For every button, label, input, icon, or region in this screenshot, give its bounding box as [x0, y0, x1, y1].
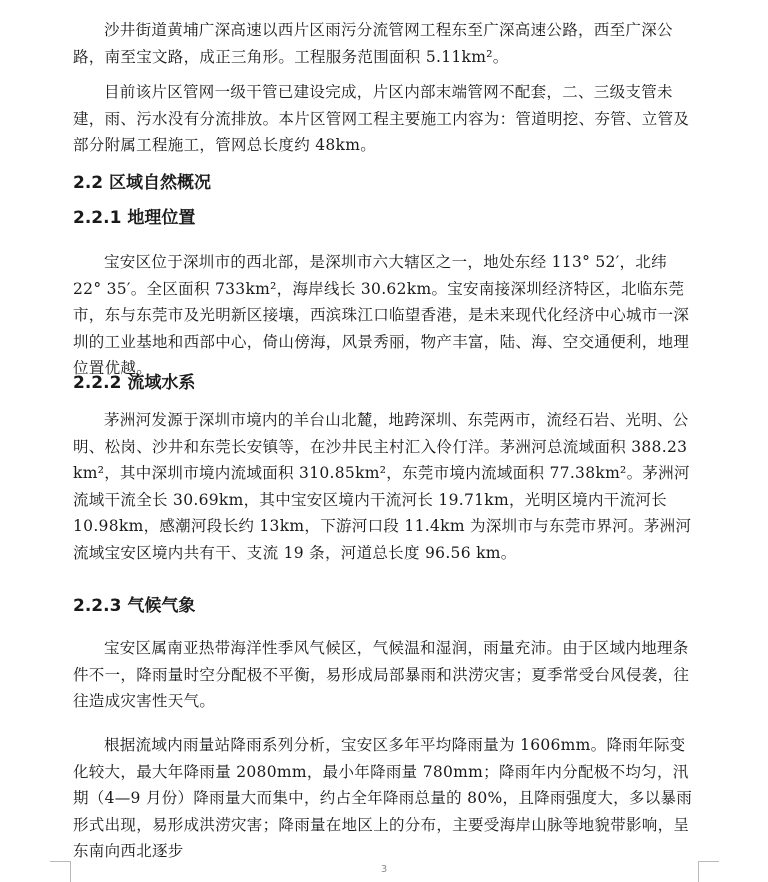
paragraph-climate: 宝安区属南亚热带海洋性季风气候区，气候温和湿润，雨量充沛。由于区域内地理条件不一，降雨量时空分配极不平衡，易形成局部暴雨和洪涝灾害；夏季常受台风侵袭，往往造成灾害性天气。 [73, 639, 690, 710]
paragraph-rainfall: 根据流域内雨量站降雨系列分析，宝安区多年平均降雨量为 1606mm。降雨年际变化较大，最大年降雨量 2080mm，最小年降雨量 780mm；降雨年内分配极不均匀，汛期（4—9 月份）降雨量大而集中，约占全年降雨总量的 80%，且降雨强度大，多以暴雨形式出现，易形成洪涝灾害；降雨量在地区上的分布，主要受海岸山脉等地貌带影响，呈东南向西北逐步 [73, 736, 693, 860]
paragraph-river-system: 茅洲河发源于深圳市境内的羊台山北麓，地跨深圳、东莞两市，流经石岩、光明、公明、松岗、沙井和东莞长安镇等，在沙井民主村汇入伶仃洋。茅洲河总流域面积 388.23 km²，其中深圳市境内流域面积 310.85km²，东莞市境内流域面积 77.38km²。茅洲河流域干流全长 30.69km，其中宝安区境内干流河长 19.71km，光明区境内干流河长 10.98km，感潮河段长约 13km，下游河口段 11.4km 为深圳市与东莞市界河。茅洲河流域宝安区境内共有干、支流 19 条，河道总长度 96.56 km。 [73, 411, 692, 562]
paragraph-geography: 宝安区位于深圳市的西北部，是深圳市六大辖区之一，地处东经 113° 52′，北纬 22° 35′。全区面积 733km²，海岸线长 30.62km。宝安南接深圳经济特区，北临东莞市，东与东莞市及光明新区接壤，西滨珠江口临望香港，是未来现代化经济中心城市一深圳的工业基地和西部中心，倚山傍海，风景秀丽，物产丰富，陆、海、空交通便利，地理位置优越。 [73, 253, 690, 377]
section-heading-natural-overview: 2.2 区域自然概况 [73, 173, 212, 193]
paragraph-current-status: 目前该片区管网一级干管已建设完成，片区内部末端管网不配套，二、三级支管未建，雨、污水没有分流排放。本片区管网工程主要施工内容为：管道明挖、夯管、立管及部分附属工程施工，管网总长度约 48km。 [73, 83, 690, 154]
section-heading-climate: 2.2.3 气候气象 [73, 596, 196, 616]
section-heading-river-system: 2.2.2 流域水系 [73, 373, 196, 393]
paragraph-project-scope: 沙井街道黄埔广深高速以西片区雨污分流管网工程东至广深高速公路，西至广深公路，南至宝文路，成正三角形。工程服务范围面积 5.11km²。 [73, 21, 673, 66]
section-heading-geography: 2.2.1 地理位置 [73, 208, 196, 228]
page-number: 3 [380, 864, 388, 875]
